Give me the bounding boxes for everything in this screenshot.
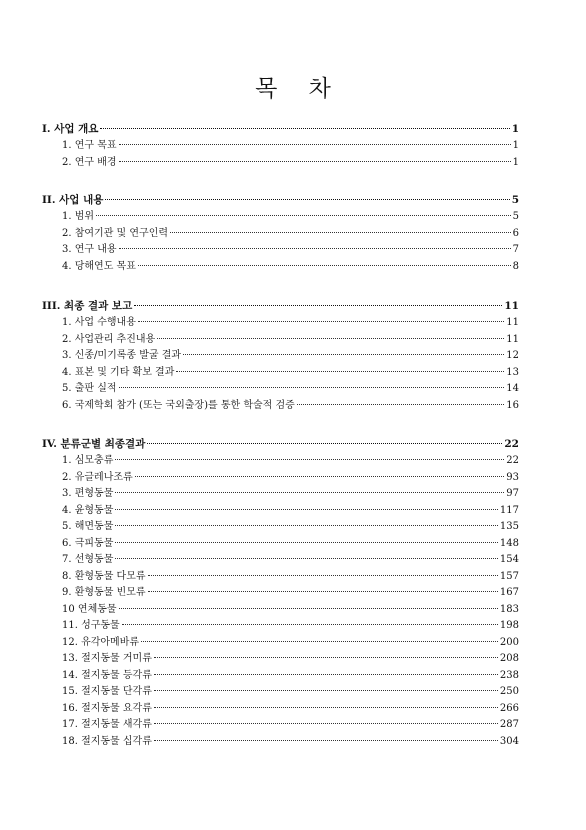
toc-entry-label: 3. 신종/미기록종 발굴 결과	[62, 350, 182, 361]
toc-entry[interactable]	[0, 618, 586, 635]
toc-entry-label: 2. 연구 배경	[62, 156, 117, 168]
dot-leader	[115, 509, 498, 510]
toc-entry-page-number: 13	[506, 366, 519, 378]
toc-entry[interactable]	[0, 552, 586, 569]
toc-entry-page-number: 157	[499, 570, 519, 582]
dot-leader	[115, 542, 498, 543]
toc-entry[interactable]	[0, 226, 586, 243]
toc-entry[interactable]	[0, 717, 586, 734]
toc-entry[interactable]	[0, 635, 586, 652]
toc-entry-page-number: 7	[512, 244, 519, 255]
dot-leader	[170, 232, 511, 233]
toc-entry-label: 1. 범위	[62, 211, 95, 222]
toc-entry-page-number: 97	[506, 488, 519, 499]
toc-entry-page-number: 93	[506, 471, 519, 483]
toc-entry-label: 3. 연구 내용	[62, 244, 117, 255]
toc-entry[interactable]	[0, 602, 586, 619]
toc-entry-page-number: 208	[499, 653, 519, 664]
toc-entry-page-number: 1	[512, 156, 519, 168]
dot-leader	[176, 371, 504, 372]
toc-entry-page-number: 148	[499, 537, 519, 549]
toc-entry-page-number: 8	[512, 260, 519, 272]
toc-entry[interactable]	[0, 536, 586, 553]
toc-entry-label: 16. 절지동물 요각류	[62, 702, 152, 714]
toc-entry-label: 8. 환형동물 다모류	[62, 570, 146, 582]
dot-leader	[134, 305, 502, 306]
dot-leader	[154, 740, 498, 741]
toc-entry-page-number: 287	[499, 719, 519, 730]
toc-entry-label: 15. 절지동물 단각류	[62, 686, 152, 697]
toc-entry-page-number: 1	[512, 140, 519, 151]
toc-entry[interactable]	[0, 381, 586, 398]
toc-entry-label: 3. 편형동물	[62, 488, 114, 499]
toc-entry-page-number: 266	[499, 702, 519, 714]
toc-entry-label: 2. 사업관리 추진내용	[62, 333, 156, 345]
dot-leader	[154, 707, 498, 708]
dot-leader	[115, 558, 498, 559]
toc-entry-label: 6. 국제학회 참가 (또는 국외출장)를 통한 학술적 검증	[62, 399, 295, 411]
toc-entry[interactable]	[0, 519, 586, 536]
toc-entry-label: 1. 사업 수행내용	[62, 317, 136, 328]
toc-section-heading-label: III. 최종 결과 보고	[42, 300, 133, 312]
toc-entry-page-number: 154	[499, 554, 519, 565]
toc-entry-label: 4. 당해연도 목표	[62, 260, 136, 272]
toc-entry-page-number: 12	[506, 350, 519, 361]
toc-entry-label: 9. 환형동물 빈모류	[62, 587, 146, 598]
toc-section-heading-label: IV. 분류군별 최종결과	[42, 438, 146, 450]
toc-entry[interactable]	[0, 486, 586, 503]
toc-section-heading-page-number: 5	[511, 194, 519, 206]
toc-section-heading-page-number: 1	[511, 123, 519, 135]
toc-entry[interactable]	[0, 453, 586, 470]
toc-entry-page-number: 304	[499, 735, 519, 747]
toc-entry-label: 18. 절지동물 십각류	[62, 735, 152, 747]
toc-entry-page-number: 22	[506, 455, 519, 466]
toc-entry-label: 5. 출판 실적	[62, 383, 117, 394]
toc-entry[interactable]	[0, 242, 586, 259]
toc-entry[interactable]	[0, 209, 586, 226]
page-title: 목 차	[255, 76, 343, 102]
toc-entry[interactable]	[0, 668, 586, 685]
toc-section-heading[interactable]	[0, 120, 586, 138]
toc-entry-label: 17. 절지동물 새각류	[62, 719, 152, 730]
toc-entry[interactable]	[0, 569, 586, 586]
toc-entry[interactable]	[0, 332, 586, 349]
toc-entry-label: 1. 연구 목표	[62, 140, 117, 151]
dot-leader	[157, 338, 504, 339]
toc-entry[interactable]	[0, 155, 586, 172]
toc-entry[interactable]	[0, 365, 586, 382]
dot-leader	[141, 641, 498, 642]
dot-leader	[135, 476, 505, 477]
toc-entry-page-number: 238	[499, 669, 519, 681]
toc-entry[interactable]	[0, 684, 586, 701]
toc-entry-label: 4. 윤형동물	[62, 504, 114, 516]
dot-leader	[115, 459, 504, 460]
dot-leader	[183, 354, 504, 355]
toc-entry-label: 6. 극피동물	[62, 537, 114, 549]
toc-entry-page-number: 117	[499, 504, 519, 516]
toc-entry-label: 12. 유각아메바류	[62, 636, 140, 648]
toc-entry[interactable]	[0, 651, 586, 668]
toc-entry[interactable]	[0, 259, 586, 276]
toc-entry-page-number: 11	[506, 333, 519, 345]
dot-leader	[119, 608, 498, 609]
toc-entry[interactable]	[0, 503, 586, 520]
dot-leader	[138, 265, 511, 266]
dot-leader	[154, 657, 498, 658]
dot-leader	[119, 144, 511, 145]
dot-leader	[148, 575, 498, 576]
toc-entry-label: 2. 유글레나조류	[62, 471, 133, 483]
toc-section-heading[interactable]	[0, 297, 586, 315]
dot-leader	[119, 161, 511, 162]
toc-entry-page-number: 135	[499, 521, 519, 532]
dot-leader	[154, 690, 498, 691]
toc-entry-label: 14. 절지동물 등각류	[62, 669, 152, 681]
dot-leader	[297, 404, 504, 405]
toc-section-heading[interactable]	[0, 191, 586, 209]
toc-section	[0, 297, 586, 414]
toc-section	[0, 435, 586, 750]
toc-section	[0, 120, 586, 171]
dot-leader	[154, 674, 498, 675]
toc-section	[0, 191, 586, 275]
toc-section-heading-label: II. 사업 내용	[42, 194, 104, 206]
toc-entry[interactable]	[0, 701, 586, 718]
dot-leader	[100, 128, 509, 129]
dot-leader	[119, 248, 511, 249]
toc-entry-label: 1. 심모충류	[62, 455, 114, 466]
toc-entry-page-number: 198	[499, 620, 519, 631]
dot-leader	[105, 199, 509, 200]
toc-entry[interactable]	[0, 138, 586, 155]
toc-entry-label: 5. 해면동물	[62, 521, 114, 532]
toc-entry-label: 11. 성구동물	[62, 620, 120, 631]
toc-entry[interactable]	[0, 470, 586, 487]
toc-entry[interactable]	[0, 734, 586, 751]
dot-leader	[96, 215, 511, 216]
toc-entry-page-number: 5	[512, 211, 519, 222]
toc-section-heading-page-number: 22	[504, 438, 519, 450]
toc-entry[interactable]	[0, 585, 586, 602]
toc-entry-label: 7. 선형동물	[62, 554, 114, 565]
dot-leader	[138, 321, 504, 322]
toc-entry[interactable]	[0, 398, 586, 415]
dot-leader	[148, 591, 498, 592]
dot-leader	[119, 387, 505, 388]
toc-entry-label: 4. 표본 및 기타 확보 결과	[62, 366, 175, 378]
dot-leader	[122, 624, 498, 625]
toc-entry-page-number: 6	[512, 227, 519, 239]
toc-section-heading-label: I. 사업 개요	[42, 123, 99, 135]
toc-entry-label: 2. 참여기관 및 연구인력	[62, 227, 169, 239]
toc-entry-page-number: 16	[506, 399, 519, 411]
toc-section-heading-page-number: 11	[504, 300, 519, 312]
dot-leader	[147, 443, 502, 444]
dot-leader	[154, 723, 498, 724]
toc-section-heading[interactable]	[0, 435, 586, 453]
toc-entry-page-number: 183	[499, 603, 519, 615]
toc-entry-label: 13. 절지동물 거미류	[62, 653, 152, 664]
dot-leader	[115, 492, 504, 493]
toc-entry-page-number: 200	[499, 636, 519, 648]
toc-entry-label: 10 연체동물	[62, 603, 117, 615]
toc-entry-page-number: 167	[499, 587, 519, 598]
dot-leader	[115, 525, 498, 526]
toc-entry-page-number: 11	[506, 317, 519, 328]
toc-entry[interactable]	[0, 348, 586, 365]
toc-entry-page-number: 14	[506, 383, 519, 394]
toc-entry[interactable]	[0, 315, 586, 332]
table-of-contents	[0, 120, 586, 770]
toc-entry-page-number: 250	[499, 686, 519, 697]
